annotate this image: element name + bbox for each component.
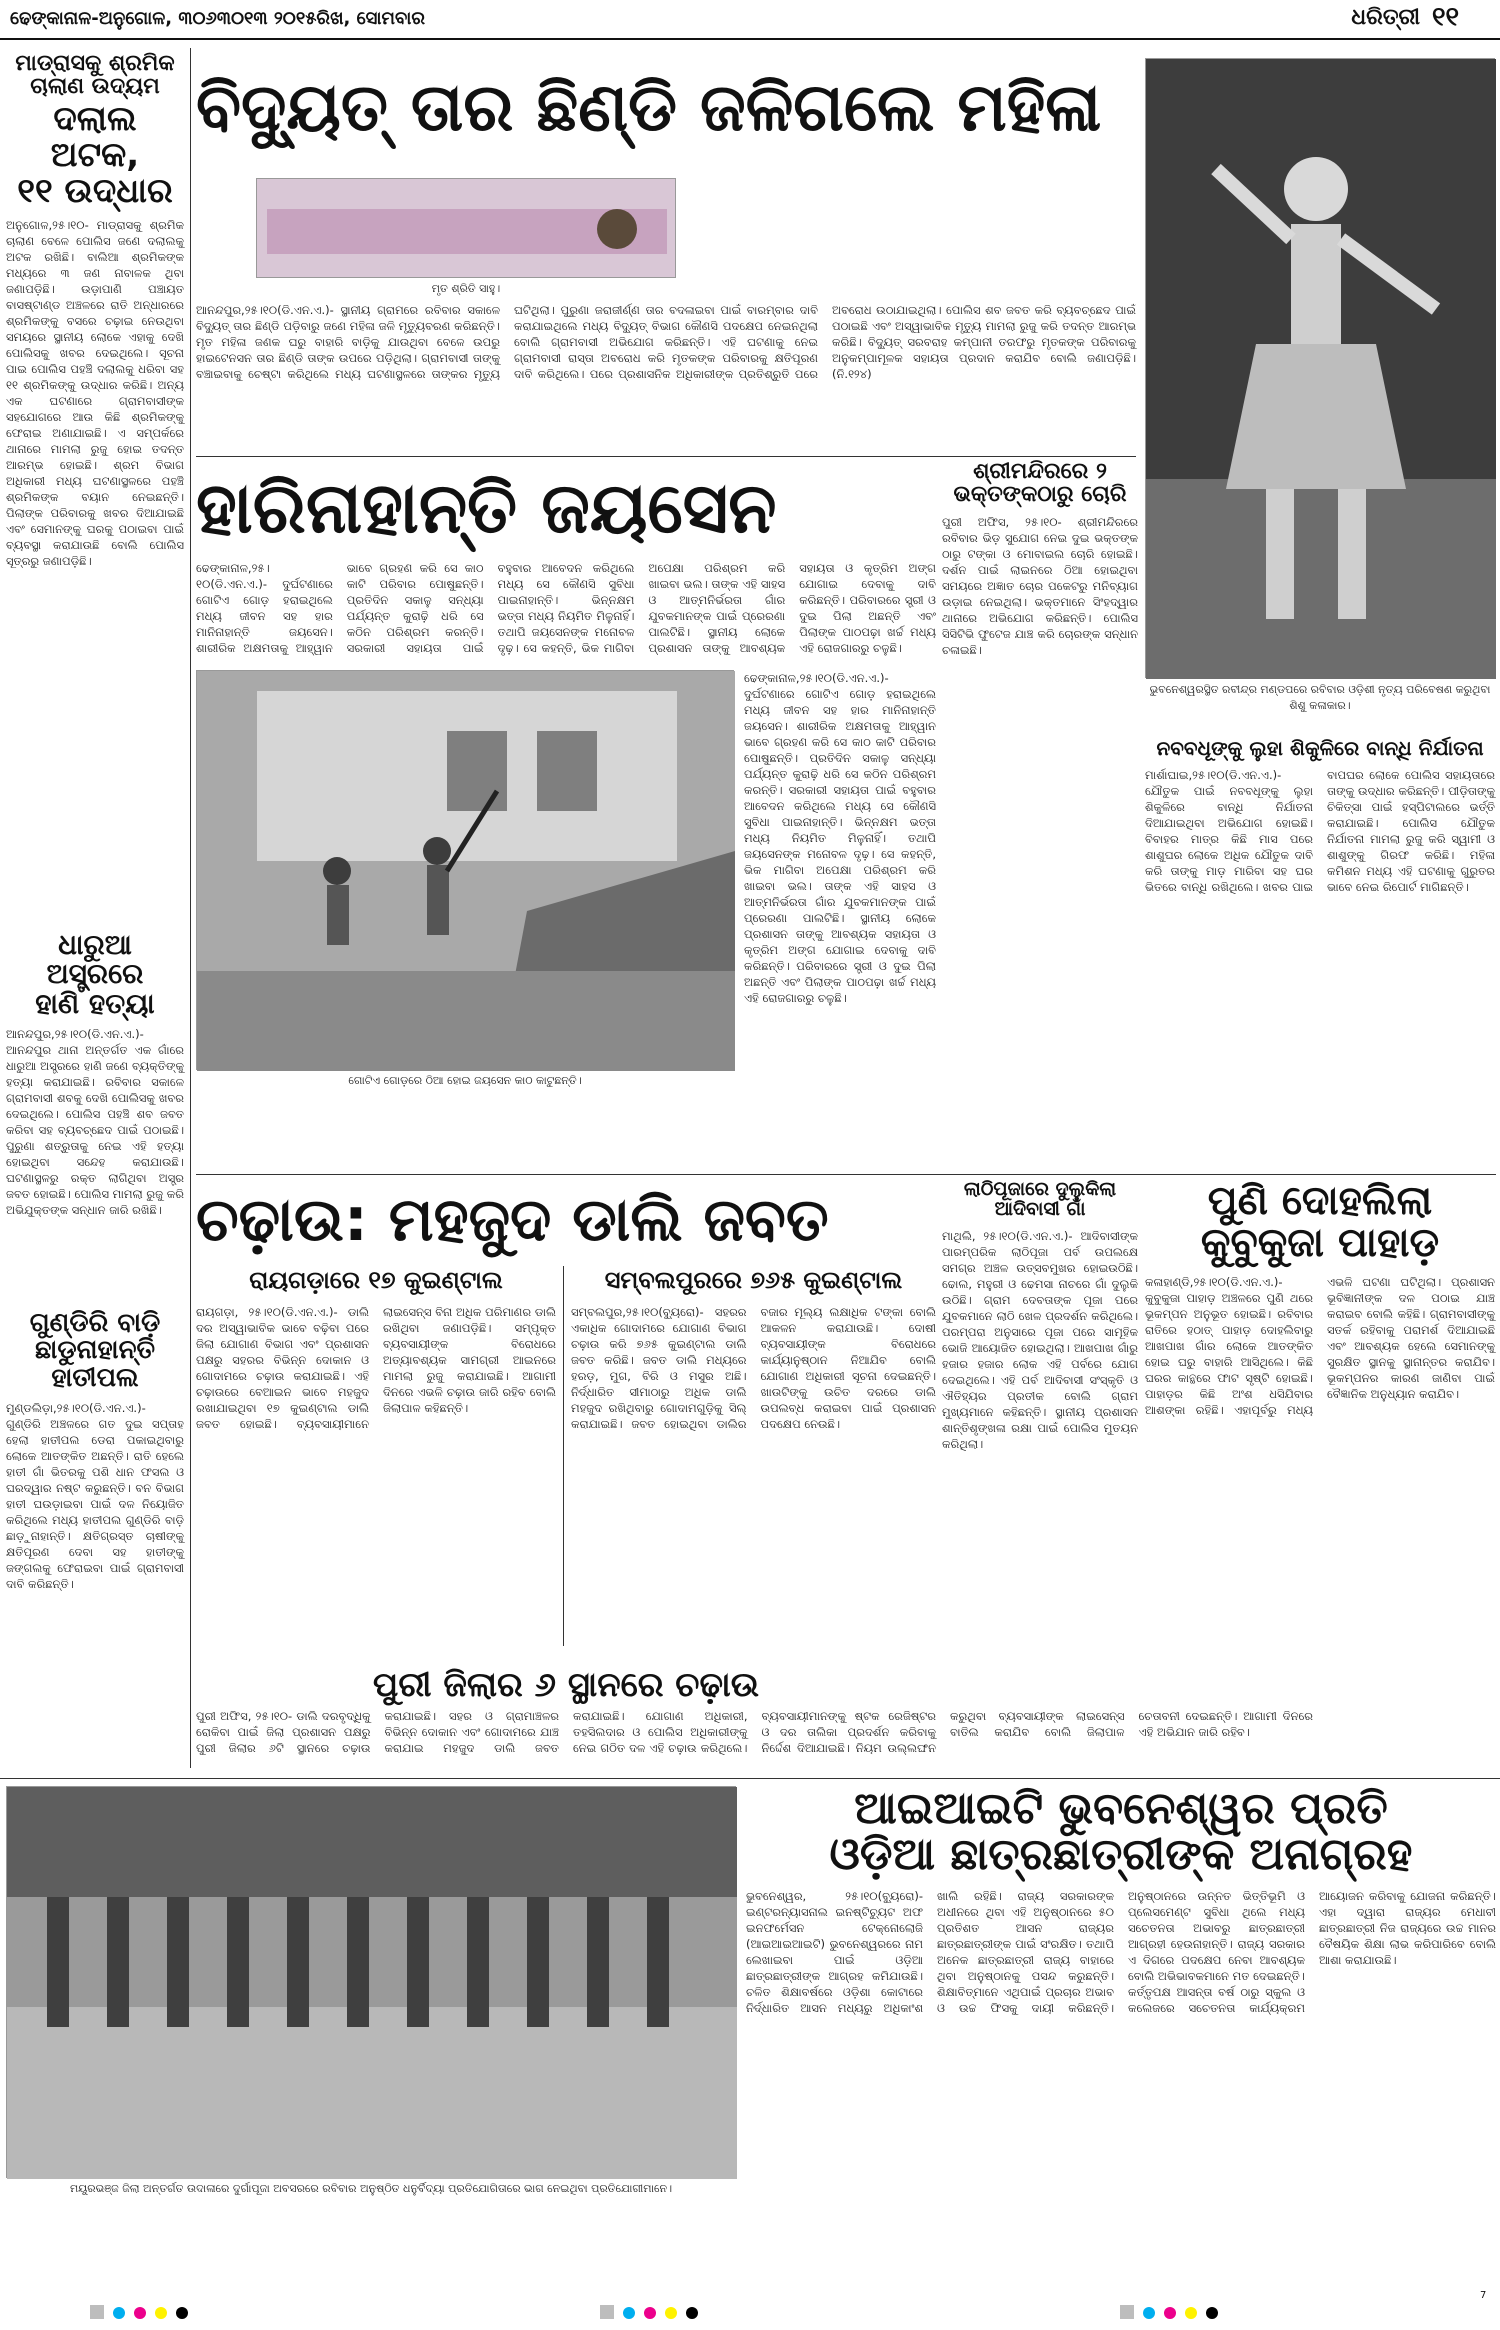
kubukuja-story — [1145, 1180, 1495, 1770]
electric-photo-caption: ମୃତ ଶ୍ରିତି ସାହୁ। — [431, 282, 501, 295]
iiit-body: ଭୁବନେଶ୍ୱର, ୨୫।୧୦(ବ୍ୟୁରୋ)- ଇଣ୍ଟରନ୍ୟାସନାଲ ଇନଷ୍ଟିଚ୍ୟୁଟ ଅଫ ଇନଫର୍ମେସନ ଟେକ୍ନୋଲୋଜି (ଆଇଆଇଆଇଟି) ଭୁବନେଶ୍ୱରରେ ନାମ ଲେଖାଇବା ପାଇଁ ଓଡ଼ିଆ ଛାତ୍ରଛାତ୍ରୀଙ୍କ ଆଗ୍ରହ କମିଯାଉଛି। ଚଳିତ ଶିକ୍ଷାବର୍ଷରେ ଓଡ଼ିଶା କୋଟାରେ ନିର୍ଦ୍ଧାରିତ ଆସନ ମଧ୍ୟରୁ ଅଧିକାଂଶ ଖାଲି ରହିଛି। ରାଜ୍ୟ ସରକାରଙ୍କ ଅଧୀନରେ ଥିବା ଏହି ଅନୁଷ୍ଠାନରେ ୫୦ ପ୍ରତିଶତ ଆସନ ରାଜ୍ୟର ଛାତ୍ରଛାତ୍ରୀଙ୍କ ପାଇଁ ସଂରକ୍ଷିତ। ତଥାପି ଅନେକ ଛାତ୍ରଛାତ୍ରୀ ରାଜ୍ୟ ବାହାରେ ଥିବା ଅନୁଷ୍ଠାନକୁ ପସନ୍ଦ କରୁଛନ୍ତି। ଶିକ୍ଷାବିତ୍‌ମାନେ ଏଥିପାଇଁ ପ୍ରଚାର ଅଭାବ ଓ ଉଚ୍ଚ ଫିସକୁ ଦାୟୀ କରିଛନ୍ତି। ଅନୁଷ୍ଠାନରେ ଉନ୍ନତ ଭିତ୍ତିଭୂମି ଓ ପ୍ଲେସମେଣ୍ଟ ସୁବିଧା ଥିଲେ ମଧ୍ୟ ସଚେତନତା ଅଭାବରୁ ଛାତ୍ରଛାତ୍ରୀ ଆଗ୍ରହୀ ହେଉନାହାନ୍ତି। ରାଜ୍ୟ ସରକାର ଏ ଦିଗରେ ପଦକ୍ଷେପ ନେବା ଆବଶ୍ୟକ ବୋଲି ଅଭିଭାବକମାନେ ମତ ଦେଇଛନ୍ତି। କର୍ତ୍ତୃପକ୍ଷ ଆସନ୍ତା ବର୍ଷ ଠାରୁ ସ୍କୁଲ ଓ କଲେଜରେ ସଚେତନତା କାର୍ଯ୍ୟକ୍ରମ ଆୟୋଜନ କରିବାକୁ ଯୋଜନା କରିଛନ୍ତି। ଏହା ଦ୍ୱାରା ରାଜ୍ୟର ମେଧାବୀ ଛାତ୍ରଛାତ୍ରୀ ନିଜ ରାଜ୍ୟରେ ଉଚ୍ଚ ମାନର ବୈଷୟିକ ଶିକ୍ଷା ଲାଭ କରିପାରିବେ ବୋଲି ଆଶା କରାଯାଉଛି। — [746, 1889, 1496, 2016]
elephant-headline-b: ଛାଡୁନାହାନ୍ତି — [34, 1335, 156, 1366]
raid-subhead-a: ରାୟଗଡ଼ାରେ ୧୭ କୁଇଣ୍ଟାଲ — [249, 1266, 503, 1294]
top-section-rule — [196, 456, 1136, 457]
dance-photo-caption: ଭୁବନେଶ୍ୱରସ୍ଥିତ ରବୀନ୍ଦ୍ର ମଣ୍ଡପରେ ରବିବାର ଓଡ଼ିଶୀ ନୃତ୍ୟ ପରିବେଷଣ କରୁଥିବା ଶିଶୁ କଳାକାର। — [1149, 683, 1491, 712]
gray-square — [90, 2305, 104, 2319]
bottom-section-rule — [0, 1778, 1500, 1779]
black-dot — [1206, 2307, 1218, 2319]
raid-column-rule — [563, 1266, 564, 1646]
murder-body: ଆନନ୍ଦପୁର,୨୫।୧୦(ଡି.ଏନ.ଏ.)- ଆନନ୍ଦପୁର ଥାନା ଅନ୍ତର୍ଗତ ଏକ ଗାଁରେ ଧାରୁଆ ଅସ୍ତ୍ରରେ ହାଣି ଜଣେ ବ୍ୟକ୍ତିଙ୍କୁ ହତ୍ୟା କରାଯାଇଛି। ରବିବାର ସକାଳେ ଗ୍ରାମବାସୀ ଶବକୁ ଦେଖି ପୋଲିସକୁ ଖବର ଦେଇଥିଲେ। ପୋଲିସ ପହଞ୍ଚି ଶବ ଜବତ କରିବା ସହ ବ୍ୟବଚ୍ଛେଦ ପାଇଁ ପଠାଇଛି। ପୁରୁଣା ଶତ୍ରୁତାକୁ ନେଇ ଏହି ହତ୍ୟା ହୋଇଥିବା ସନ୍ଦେହ କରାଯାଉଛି। ଘଟଣାସ୍ଥଳରୁ ରକ୍ତ ଲାଗିଥିବା ଅସ୍ତ୍ର ଜବତ ହୋଇଛି। ପୋଲିସ ମାମଲା ରୁଜୁ କରି ଅଭିଯୁକ୍ତଙ୍କ ସନ୍ଧାନ ଜାରି ରଖିଛି। — [6, 1027, 184, 1218]
black-dot — [686, 2307, 698, 2319]
madras-headline-a: ଦଲାଲ ଅଟକ, — [50, 99, 140, 175]
magenta-dot — [134, 2307, 146, 2319]
murder-headline-a: ଧାରୁଆ ଅସ୍ତ୍ରରେ — [46, 928, 144, 991]
tribal-body: ମାଥିଲି, ୨୫।୧୦(ଡି.ଏନ.ଏ.)- ଆଦିବାସୀଙ୍କ ପାରମ୍ପରିକ ଲାଠିପୂଜା ପର୍ବ ଉପଲକ୍ଷେ ସମଗ୍ର ଅଞ୍ଚଳ ଉତ୍ସବମୁଖର ହୋଇଉଠିଛି। ଢୋଲ, ମହୁରୀ ଓ ଢେମସା ନାଚରେ ଗାଁ ଦୁଲୁକି ଉଠିଛି। ଗ୍ରାମ ଦେବତାଙ୍କ ପୂଜା ପରେ ଯୁବକମାନେ ଲାଠି ଖେଳ ପ୍ରଦର୍ଶନ କରିଥିଲେ। ପରମ୍ପରା ଅନୁସାରେ ପୂଜା ପରେ ସାମୂହିକ ଭୋଜି ଆୟୋଜିତ ହୋଇଥିଲା। ଆଖପାଖ ଗାଁରୁ ହଜାର ହଜାର ଲୋକ ଏହି ପର୍ବରେ ଯୋଗ ଦେଇଥିଲେ। ଏହି ପର୍ବ ଆଦିବାସୀ ସଂସ୍କୃତି ଓ ଐତିହ୍ୟର ପ୍ରତୀକ ବୋଲି ଗ୍ରାମ ମୁଖ୍ୟମାନେ କହିଛନ୍ତି। ସ୍ଥାନୀୟ ପ୍ରଶାସନ ଶାନ୍ତିଶୃଙ୍ଖଳା ରକ୍ଷା ପାଇଁ ପୋଲିସ ମୁତୟନ କରିଥିଲା। — [942, 1228, 1138, 1451]
temple-headline-a: ଶ୍ରୀମନ୍ଦିରରେ ୨ — [973, 459, 1107, 484]
archery-image — [7, 1787, 737, 2179]
puri-raid-story — [196, 1664, 1313, 1770]
iiit-headline-b: ଓଡ଼ିଆ ଛାତ୍ରଛାତ୍ରୀଙ୍କ ଅନାଗ୍ରହ — [829, 1829, 1413, 1881]
magenta-dot — [1164, 2307, 1176, 2319]
electric-photo — [256, 178, 676, 278]
elephant-story — [6, 1310, 184, 1770]
magenta-dot — [644, 2307, 656, 2319]
dance-photo-block — [1145, 58, 1495, 730]
yellow-dot — [665, 2307, 677, 2319]
bride-body: ମାର୍ଶାଘାଇ,୨୫।୧୦(ଡି.ଏନ.ଏ.)- ଯୌତୁକ ପାଇଁ ନବବଧୂଙ୍କୁ ଲୁହା ଶିକୁଳିରେ ବାନ୍ଧି ନିର୍ଯାତନା ଦିଆଯାଇଥିବା ଅଭିଯୋଗ ହୋଇଛି। ବିବାହର ମାତ୍ର କିଛି ମାସ ପରେ ଶାଶୁଘର ଲୋକେ ଅଧିକ ଯୌତୁକ ଦାବି କରି ତାଙ୍କୁ ମାଡ଼ ମାରିବା ସହ ଘର ଭିତରେ ବାନ୍ଧି ରଖିଥିଲେ। ଖବର ପାଇ ବାପଘର ଲୋକେ ପୋଲିସ ସହାୟତାରେ ତାଙ୍କୁ ଉଦ୍ଧାର କରିଛନ୍ତି। ପୀଡ଼ିତାଙ୍କୁ ଚିକିତ୍ସା ପାଇଁ ହସ୍ପିଟାଲରେ ଭର୍ତ୍ତି କରାଯାଇଛି। ପୋଲିସ ଯୌତୁକ ନିର୍ଯାତନା ମାମଲା ରୁଜୁ କରି ସ୍ୱାମୀ ଓ ଶାଶୁଙ୍କୁ ଗିରଫ କରିଛି। ମହିଳା କମିଶନ ମଧ୍ୟ ଏହି ଘଟଣାକୁ ଗୁରୁତର ଭାବେ ନେଇ ରିପୋର୍ଟ ମାଗିଛନ୍ତି। — [1145, 768, 1495, 894]
raid-body-a: ରାୟଗଡ଼ା, ୨୫।୧୦(ଡି.ଏନ.ଏ.)- ଡାଲି ଦର ଅସ୍ୱାଭାବିକ ଭାବେ ବଢ଼ିବା ପରେ ଜିଲା ଯୋଗାଣ ବିଭାଗ ଏବଂ ପ୍ରଶାସନ ପକ୍ଷରୁ ସହରର ବିଭିନ୍ନ ଦୋକାନ ଓ ଗୋଦାମରେ ଚଢ଼ାଉ କରାଯାଇଛି। ଏହି ଚଢ଼ାଉରେ ବେଆଇନ ଭାବେ ମହଜୁଦ ରଖାଯାଇଥିବା ୧୭ କୁଇଣ୍ଟାଲ ଡାଲି ଜବତ ହୋଇଛି। ବ୍ୟବସାୟୀମାନେ ଲାଇସେନ୍ସ ବିନା ଅଧିକ ପରିମାଣର ଡାଲି ରଖିଥିବା ଜଣାପଡ଼ିଛି। ସମ୍ପୃକ୍ତ ବ୍ୟବସାୟୀଙ୍କ ବିରୋଧରେ ଅତ୍ୟାବଶ୍ୟକ ସାମଗ୍ରୀ ଆଇନରେ ମାମଲା ରୁଜୁ କରାଯାଇଛି। ଆଗାମୀ ଦିନରେ ଏଭଳି ଚଢ଼ାଉ ଜାରି ରହିବ ବୋଲି ଜିଲାପାଳ କହିଛନ୍ତି। — [196, 1305, 556, 1431]
temple-story — [942, 460, 1138, 1170]
elephant-headline-c: ହାତୀପଲ — [51, 1362, 139, 1393]
jaysen-story — [196, 460, 936, 1170]
victim-image — [257, 179, 677, 279]
puri-raid-body: ପୁରୀ ଅଫିସ, ୨୫।୧୦- ଡାଲି ଦରବୃଦ୍ଧିକୁ ରୋକିବା ପାଇଁ ଜିଲା ପ୍ରଶାସନ ପକ୍ଷରୁ ପୁରୀ ଜିଲାର ୬ଟି ସ୍ଥାନରେ ଚଢ଼ାଉ କରାଯାଇଛି। ସହର ଓ ଗ୍ରାମାଞ୍ଚଳର ବିଭିନ୍ନ ଦୋକାନ ଏବଂ ଗୋଦାମରେ ଯାଞ୍ଚ କରାଯାଇ ମହଜୁଦ ଡାଲି ଜବତ କରାଯାଇଛି। ଯୋଗାଣ ଅଧିକାରୀ, ତହସିଲଦାର ଓ ପୋଲିସ ଅଧିକାରୀଙ୍କୁ ନେଇ ଗଠିତ ଦଳ ଏହି ଚଢ଼ାଉ କରିଥିଲେ। ବ୍ୟବସାୟୀମାନଙ୍କୁ ଷ୍ଟକ ରେଜିଷ୍ଟର ଓ ଦର ତାଲିକା ପ୍ରଦର୍ଶନ କରିବାକୁ ନିର୍ଦ୍ଦେଶ ଦିଆଯାଇଛି। ନିୟମ ଉଲ୍ଲଙ୍ଘନ କରୁଥିବା ବ୍ୟବସାୟୀଙ୍କ ଲାଇସେନ୍ସ ବାତିଲ କରାଯିବ ବୋଲି ଜିଲାପାଳ ଚେତାବନୀ ଦେଇଛନ୍ତି। ଆଗାମୀ ଦିନରେ ଏହି ଅଭିଯାନ ଜାରି ରହିବ। — [196, 1709, 1313, 1755]
archery-photo-caption: ମୟୂରଭଞ୍ଜ ଜିଲା ଅନ୍ତର୍ଗତ ଉଦାଳାରେ ଦୁର୍ଗାପୂଜା ଅବସରରେ ରବିବାର ଅନୁଷ୍ଠିତ ଧନୁର୍ବିଦ୍ୟା ପ୍ରତିଯୋଗିତାରେ ଭାଗ ନେଇଥିବା ପ୍ରତିଯୋଗୀମାନେ। — [69, 2182, 673, 2195]
tribal-headline-b: ଆଦିବାସୀ ଗାଁ — [994, 1197, 1086, 1220]
masthead — [0, 0, 1500, 40]
raid-body-b: ସମ୍ବଲପୁର,୨୫।୧୦(ବ୍ୟୁରୋ)- ସହରର ଏକାଧିକ ଗୋଦାମରେ ଯୋଗାଣ ବିଭାଗ ଚଢ଼ାଉ କରି ୭୬୫ କୁଇଣ୍ଟାଲ ଡାଲି ଜବତ କରିଛି। ଜବତ ଡାଲି ମଧ୍ୟରେ ହରଡ଼, ମୁଗ, ବିରି ଓ ମସୁର ଅଛି। ନିର୍ଦ୍ଧାରିତ ସୀମାଠାରୁ ଅଧିକ ଡାଲି ମହଜୁଦ ରଖିଥିବାରୁ ଗୋଦାମଗୁଡ଼ିକୁ ସିଲ୍ କରାଯାଇଛି। ଜବତ ହୋଇଥିବା ଡାଲିର ବଜାର ମୂଲ୍ୟ ଲକ୍ଷାଧିକ ଟଙ୍କା ବୋଲି ଆକଳନ କରାଯାଉଛି। ଦୋଷୀ ବ୍ୟବସାୟୀଙ୍କ ବିରୋଧରେ କାର୍ଯ୍ୟାନୁଷ୍ଠାନ ନିଆଯିବ ବୋଲି ଯୋଗାଣ ଅଧିକାରୀ ସୂଚନା ଦେଇଛନ୍ତି। ଖାଉଟିଙ୍କୁ ଉଚିତ ଦରରେ ଡାଲି ଉପଲବ୍ଧ କରାଇବା ପାଇଁ ପ୍ରଶାସନ ପଦକ୍ଷେପ ନେଉଛି। — [571, 1305, 936, 1431]
kubukuja-headline-b: କୁବୁକୁଜା ପାହାଡ଼ — [1200, 1220, 1440, 1266]
tribal-story — [942, 1180, 1138, 1770]
jaysen-photo — [196, 670, 734, 1070]
temple-body: ପୁରୀ ଅଫିସ, ୨୫।୧୦- ଶ୍ରୀମନ୍ଦିରରେ ରବିବାର ଭିଡ଼ ସୁଯୋଗ ନେଇ ଦୁଇ ଭକ୍ତଙ୍କ ଠାରୁ ଟଙ୍କା ଓ ମୋବାଇଲ ଚୋରି ହୋଇଛି। ଦର୍ଶନ ପାଇଁ ଲାଇନରେ ଠିଆ ହୋଇଥିବା ସମୟରେ ଅଜ୍ଞାତ ଚୋର ପକେଟରୁ ମନିବ୍ୟାଗ ଉଡ଼ାଇ ନେଇଥିଲା। ଭକ୍ତମାନେ ସିଂହଦ୍ୱାର ଥାନାରେ ଅଭିଯୋଗ କରିଛନ୍ତି। ପୋଲିସ ସିସିଟିଭି ଫୁଟେଜ ଯାଞ୍ଚ କରି ଚୋରଙ୍କ ସନ୍ଧାନ ଚଳାଇଛି। — [942, 515, 1138, 658]
electric-headline: ବିଦ୍ୟୁତ୍ ତାର ଛିଣ୍ଡି ଜଳିଗଲେ ମହିଳା — [196, 69, 1102, 146]
elephant-body: ମୁଣ୍ଡଲିଡ଼ା,୨୫।୧୦(ଡି.ଏନ.ଏ.)- ଗୁଣ୍ଡିରି ଅଞ୍ଚଳରେ ଗତ ଦୁଇ ସପ୍ତାହ ହେଲା ହାତୀପଲ ଡେରା ପକାଇଥିବାରୁ ଲୋକେ ଆତଙ୍କିତ ଅଛନ୍ତି। ରାତି ହେଲେ ହାତୀ ଗାଁ ଭିତରକୁ ପଶି ଧାନ ଫସଲ ଓ ଘରଦ୍ୱାର ନଷ୍ଟ କରୁଛନ୍ତି। ବନ ବିଭାଗ ହାତୀ ଘଉଡ଼ାଇବା ପାଇଁ ଦଳ ନିୟୋଜିତ କରିଥିଲେ ମଧ୍ୟ ହାତୀପଲ ଗୁଣ୍ଡିରି ବାଡ଼ି ଛାଡ଼ୁନାହାନ୍ତି। କ୍ଷତିଗ୍ରସ୍ତ ଚାଷୀଙ୍କୁ କ୍ଷତିପୂରଣ ଦେବା ସହ ହାତୀଙ୍କୁ ଜଙ୍ଗଲକୁ ଫେରାଇବା ପାଇଁ ଗ୍ରାମବାସୀ ଦାବି କରିଛନ୍ତି। — [6, 1400, 184, 1591]
footer-print-marks — [0, 2290, 1500, 2330]
madras-story — [6, 52, 184, 924]
tribal-headline-a: ଲାଠିପୂଜାରେ ଦୁଲୁକିଲା — [963, 1178, 1117, 1200]
madras-body: ଅନୁଗୋଳ,୨୫।୧୦- ମାଡ୍ରାସକୁ ଶ୍ରମିକ ଚାଲାଣ ବେଳେ ପୋଲିସ ଜଣେ ଦଲାଲକୁ ଅଟକ ରଖିଛି। ବାଲିଆ ଶ୍ରମିକଙ୍କ ମଧ୍ୟରେ ୩ ଜଣ ନାବାଳକ ଥିବା ଜଣାପଡ଼ିଛି। ଉଡ଼ାପାଣି ପଞ୍ଚାୟତ ବାସଷ୍ଟାଣ୍ଡ ଅଞ୍ଚଳରେ ରାତି ଅନ୍ଧାରରେ ଶ୍ରମିକଙ୍କୁ ବସରେ ଚଢ଼ାଇ ନେଉଥିବା ସମୟରେ ସ୍ଥାନୀୟ ଲୋକେ ଏହାକୁ ଦେଖି ପୋଲିସକୁ ଖବର ଦେଇଥିଲେ। ସୂଚନା ପାଇ ପୋଲିସ ପହଞ୍ଚି ଦଲାଲକୁ ଧରିବା ସହ ୧୧ ଶ୍ରମିକଙ୍କୁ ଉଦ୍ଧାର କରିଛି। ଅନ୍ୟ ଏକ ଘଟଣାରେ ଗ୍ରାମବାସୀଙ୍କ ସହଯୋଗରେ ଆଉ କିଛି ଶ୍ରମିକଙ୍କୁ ଫେରାଇ ଅଣାଯାଇଛି। ଏ ସମ୍ପର୍କରେ ଥାନାରେ ମାମଲା ରୁଜୁ ହୋଇ ତଦନ୍ତ ଆରମ୍ଭ ହୋଇଛି। ଶ୍ରମ ବିଭାଗ ଅଧିକାରୀ ମଧ୍ୟ ଘଟଣାସ୍ଥଳରେ ପହଞ୍ଚି ଶ୍ରମିକଙ୍କ ବୟାନ ନେଇଛନ୍ତି। ପିଲାଙ୍କ ପରିବାରକୁ ଖବର ଦିଆଯାଇଛି ଏବଂ ସେମାନଙ୍କୁ ଘରକୁ ପଠାଇବା ପାଇଁ ବ୍ୟବସ୍ଥା କରାଯାଉଛି ବୋଲି ପୋଲିସ ସୂତ୍ରରୁ ଜଣାପଡ଼ିଛି। — [6, 218, 184, 569]
cyan-dot — [1143, 2307, 1155, 2319]
madras-headline-b: ୧୧ ଉଦ୍ଧାର — [17, 170, 173, 211]
archery-photo-block — [6, 1786, 736, 2206]
electric-story — [196, 52, 1136, 452]
raid-subhead-b: ସମ୍ବଲପୁରରେ ୭୬୫ କୁଇଣ୍ଟାଲ — [604, 1266, 903, 1294]
temple-headline-b: ଭକ୍ତଙ୍କଠାରୁ ଚୋରି — [953, 482, 1127, 508]
yellow-dot — [1185, 2307, 1197, 2319]
iiit-story — [746, 1783, 1496, 2276]
bride-story — [1145, 738, 1495, 1170]
jaysen-body: ଢେଙ୍କାନାଳ,୨୫।୧୦(ଡି.ଏନ.ଏ.)- ଦୁର୍ଘଟଣାରେ ଗୋଟିଏ ଗୋଡ଼ ହରାଇଥିଲେ ମଧ୍ୟ ଜୀବନ ସହ ହାର ମାନିନାହାନ୍ତି ଜୟସେନ। ଶାରୀରିକ ଅକ୍ଷମତାକୁ ଆହ୍ୱାନ ଭାବେ ଗ୍ରହଣ କରି ସେ କାଠ କାଟି ପରିବାର ପୋଷୁଛନ୍ତି। ପ୍ରତିଦିନ ସକାଳୁ ସନ୍ଧ୍ୟା ପର୍ଯ୍ୟନ୍ତ କୁରାଢ଼ି ଧରି ସେ କଠିନ ପରିଶ୍ରମ କରନ୍ତି। ସରକାରୀ ସହାୟତା ପାଇଁ ବହୁବାର ଆବେଦନ କରିଥିଲେ ମଧ୍ୟ ସେ କୌଣସି ସୁବିଧା ପାଇନାହାନ୍ତି। ଭିନ୍ନକ୍ଷମ ଭତ୍ତା ମଧ୍ୟ ନିୟମିତ ମିଳୁନାହିଁ। ତଥାପି ଜୟସେନଙ୍କ ମନୋବଳ ଦୃଢ଼। ସେ କହନ୍ତି, ଭିକ ମାଗିବା ଅପେକ୍ଷା ପରିଶ୍ରମ କରି ଖାଇବା ଭଲ। ତାଙ୍କ ଏହି ସାହସ ଓ ଆତ୍ମନିର୍ଭରତା ଗାଁର ଯୁବକମାନଙ୍କ ପାଇଁ ପ୍ରେରଣା ପାଲଟିଛି। ସ୍ଥାନୀୟ ଲୋକେ ପ୍ରଶାସନ ତାଙ୍କୁ ଆବଶ୍ୟକ ସହାୟତା ଓ କୃତ୍ରିମ ଅଙ୍ଗ ଯୋଗାଇ ଦେବାକୁ ଦାବି କରିଛନ୍ତି। ପରିବାରରେ ସ୍ତ୍ରୀ ଓ ଦୁଇ ପିଲା ଅଛନ୍ତି ଏବଂ ପିଲାଙ୍କ ପାଠପଢ଼ା ଖର୍ଚ୍ଚ ମଧ୍ୟ ଏହି ରୋଜଗାରରୁ ଚଳୁଛି। — [196, 561, 936, 655]
kubukuja-headline-a: ପୁଣି ଦୋହଲିଲା — [1207, 1178, 1433, 1224]
middle-section-rule — [196, 1174, 1496, 1175]
yellow-dot — [155, 2307, 167, 2319]
raid-story — [196, 1180, 936, 1660]
black-dot — [176, 2307, 188, 2319]
elephant-headline-a: ଗୁଣ୍ଡିରି ବାଡ଼ି — [29, 1308, 161, 1338]
cyan-dot — [623, 2307, 635, 2319]
madras-kicker: ମାଡ୍ରାସକୁ ଶ୍ରମିକ ଚାଲାଣ ଉଦ୍ୟମ — [15, 51, 175, 100]
jaysen-photo-caption: ଗୋଟିଏ ଗୋଡ଼ରେ ଠିଆ ହୋଇ ଜୟସେନ କାଠ କାଟୁଛନ୍ତି। — [348, 1074, 582, 1087]
woodcutter-image — [197, 671, 735, 1071]
archery-photo — [6, 1786, 736, 2178]
registration-strip-left — [90, 2304, 390, 2320]
electric-body: ଆନନ୍ଦପୁର,୨୫।୧୦(ଡି.ଏନ.ଏ.)- ସ୍ଥାନୀୟ ଗ୍ରାମରେ ରବିବାର ସକାଳେ ବିଦ୍ୟୁତ୍ ତାର ଛିଣ୍ଡି ପଡ଼ିବାରୁ ଜଣେ ମହିଳା ଜଳି ମୃତ୍ୟୁବରଣ କରିଛନ୍ତି। ମୃତ ମହିଳା ଜଣକ ଘରୁ ବାହାରି ବାଡ଼ିକୁ ଯାଉଥିବା ବେଳେ ଉପରୁ ହାଇଟେନସନ ତାର ଛିଣ୍ଡି ତାଙ୍କ ଉପରେ ପଡ଼ିଥିଲା। ଗ୍ରାମବାସୀ ତାଙ୍କୁ ବଞ୍ଚାଇବାକୁ ଚେଷ୍ଟା କରିଥିଲେ ମଧ୍ୟ ଘଟଣାସ୍ଥଳରେ ତାଙ୍କର ମୃତ୍ୟୁ ଘଟିଥିଲା। ପୁରୁଣା ଜରାଜୀର୍ଣ୍ଣ ତାର ବଦଳାଇବା ପାଇଁ ବାରମ୍ବାର ଦାବି କରାଯାଇଥିଲେ ମଧ୍ୟ ବିଦ୍ୟୁତ୍ ବିଭାଗ କୌଣସି ପଦକ୍ଷେପ ନେଇନଥିଲା ବୋଲି ଗ୍ରାମବାସୀ ଅଭିଯୋଗ କରିଛନ୍ତି। ଏହି ଘଟଣାକୁ ନେଇ ଗ୍ରାମବାସୀ ରାସ୍ତା ଅବରୋଧ କରି ମୃତକଙ୍କ ପରିବାରକୁ କ୍ଷତିପୂରଣ ଦାବି କରିଥିଲେ। ପରେ ପ୍ରଶାସନିକ ଅଧିକାରୀଙ୍କ ପ୍ରତିଶ୍ରୁତି ପରେ ଅବରୋଧ ଉଠାଯାଇଥିଲା। ପୋଲିସ ଶବ ଜବତ କରି ବ୍ୟବଚ୍ଛେଦ ପାଇଁ ପଠାଇଛି ଏବଂ ଅସ୍ୱାଭାବିକ ମୃତ୍ୟୁ ମାମଲା ରୁଜୁ କରି ତଦନ୍ତ ଆରମ୍ଭ କରିଛି। ବିଦ୍ୟୁତ୍ ସରବରାହ କମ୍ପାନୀ ତରଫରୁ ମୃତକଙ୍କ ପରିବାରକୁ ଅନୁକମ୍ପାମୂଳକ ସହାୟତା ପ୍ରଦାନ କରାଯିବ ବୋଲି ଜଣାପଡ଼ିଛି।(ନି.୧୨୪) — [196, 303, 1136, 381]
jaysen-body-continued: ଢେଙ୍କାନାଳ,୨୫।୧୦(ଡି.ଏନ.ଏ.)- ଦୁର୍ଘଟଣାରେ ଗୋଟିଏ ଗୋଡ଼ ହରାଇଥିଲେ ମଧ୍ୟ ଜୀବନ ସହ ହାର ମାନିନାହାନ୍ତି ଜୟସେନ। ଶାରୀରିକ ଅକ୍ଷମତାକୁ ଆହ୍ୱାନ ଭାବେ ଗ୍ରହଣ କରି ସେ କାଠ କାଟି ପରିବାର ପୋଷୁଛନ୍ତି। ପ୍ରତିଦିନ ସକାଳୁ ସନ୍ଧ୍ୟା ପର୍ଯ୍ୟନ୍ତ କୁରାଢ଼ି ଧରି ସେ କଠିନ ପରିଶ୍ରମ କରନ୍ତି। ସରକାରୀ ସହାୟତା ପାଇଁ ବହୁବାର ଆବେଦନ କରିଥିଲେ ମଧ୍ୟ ସେ କୌଣସି ସୁବିଧା ପାଇନାହାନ୍ତି। ଭିନ୍ନକ୍ଷମ ଭତ୍ତା ମଧ୍ୟ ନିୟମିତ ମିଳୁନାହିଁ। ତଥାପି ଜୟସେନଙ୍କ ମନୋବଳ ଦୃଢ଼। ସେ କହନ୍ତି, ଭିକ ମାଗିବା ଅପେକ୍ଷା ପରିଶ୍ରମ କରି ଖାଇବା ଭଲ। ତାଙ୍କ ଏହି ସାହସ ଓ ଆତ୍ମନିର୍ଭରତା ଗାଁର ଯୁବକମାନଙ୍କ ପାଇଁ ପ୍ରେରଣା ପାଲଟିଛି। ସ୍ଥାନୀୟ ଲୋକେ ପ୍ରଶାସନ ତାଙ୍କୁ ଆବଶ୍ୟକ ସହାୟତା ଓ କୃତ୍ରିମ ଅଙ୍ଗ ଯୋଗାଇ ଦେବାକୁ ଦାବି କରିଛନ୍ତି। ପରିବାରରେ ସ୍ତ୍ରୀ ଓ ଦୁଇ ପିଲା ଅଛନ୍ତି ଏବଂ ପିଲାଙ୍କ ପାଠପଢ଼ା ଖର୍ଚ୍ଚ ମଧ୍ୟ ଏହି ରୋଜଗାରରୁ ଚଳୁଛି। — [744, 671, 936, 1005]
dance-photo — [1145, 58, 1495, 678]
page-number: ୧୧ — [1432, 2, 1460, 32]
registration-strip-right — [1120, 2304, 1420, 2320]
masthead-rule — [0, 38, 1500, 40]
registration-strip-center — [600, 2304, 900, 2320]
cyan-dot — [113, 2307, 125, 2319]
puri-raid-headline: ପୁରୀ ଜିଲାର ୬ ସ୍ଥାନରେ ଚଢ଼ାଉ — [372, 1665, 760, 1705]
gray-square — [1120, 2305, 1134, 2319]
dancer-image — [1146, 59, 1496, 679]
paper-name: ଧରିତ୍ରୀ — [1351, 4, 1420, 30]
iiit-headline-a: ଆଇଆଇଟି ଭୁବନେଶ୍ୱର ପ୍ରତି — [854, 1783, 1388, 1834]
raid-headline: ଚଢ଼ାଉ: ମହଜୁଦ ଡାଲି ଜବତ — [196, 1185, 829, 1255]
kubukuja-body: କଳାହାଣ୍ଡି,୨୫।୧୦(ଡି.ଏନ.ଏ.)- କୁବୁକୁଜା ପାହାଡ଼ ଅଞ୍ଚଳରେ ପୁଣି ଥରେ ଭୂକମ୍ପନ ଅନୁଭୂତ ହୋଇଛି। ରବିବାର ରାତିରେ ହଠାତ୍ ପାହାଡ଼ ଦୋହଲିବାରୁ ଆଖପାଖ ଗାଁର ଲୋକେ ଆତଙ୍କିତ ହୋଇ ଘରୁ ବାହାରି ଆସିଥିଲେ। କିଛି ଘରର କାନ୍ଥରେ ଫାଟ ସୃଷ୍ଟି ହୋଇଛି। ପାହାଡ଼ର କିଛି ଅଂଶ ଧସିଯିବାର ଆଶଙ୍କା ରହିଛି। ଏହାପୂର୍ବରୁ ମଧ୍ୟ ଏଭଳି ଘଟଣା ଘଟିଥିଲା। ପ୍ରଶାସନ ଭୂବିଜ୍ଞାନୀଙ୍କ ଦଳ ପଠାଇ ଯାଞ୍ଚ କରାଇବ ବୋଲି କହିଛି। ଗ୍ରାମବାସୀଙ୍କୁ ସତର୍କ ରହିବାକୁ ପରାମର୍ଶ ଦିଆଯାଇଛି ଏବଂ ଆବଶ୍ୟକ ହେଲେ ସେମାନଙ୍କୁ ସୁରକ୍ଷିତ ସ୍ଥାନକୁ ସ୍ଥାନାନ୍ତର କରାଯିବ। ଭୂକମ୍ପନର କାରଣ ଜାଣିବା ପାଇଁ ବୈଜ୍ଞାନିକ ଅନୁଧ୍ୟାନ କରାଯିବ। — [1145, 1275, 1495, 1417]
jaysen-headline: ହାରିନାହାନ୍ତି ଜୟସେନ — [196, 467, 777, 549]
page-marker: 7 — [1480, 2290, 1487, 2301]
left-column-rule — [190, 48, 191, 1768]
murder-headline-b: ହାଣି ହତ୍ୟା — [35, 986, 155, 1020]
gray-square — [600, 2305, 614, 2319]
murder-story — [6, 930, 184, 1302]
dateline: ଢେଙ୍କାନାଳ-ଅନୁଗୋଳ, ୩୦୬୩୦୧୩ ୨୦୧୫ରିଖ, ସୋମବାର — [10, 8, 425, 29]
bride-headline: ନବବଧୂଙ୍କୁ ଲୁହା ଶିକୁଳିରେ ବାନ୍ଧି ନିର୍ଯାତନା — [1156, 736, 1484, 760]
